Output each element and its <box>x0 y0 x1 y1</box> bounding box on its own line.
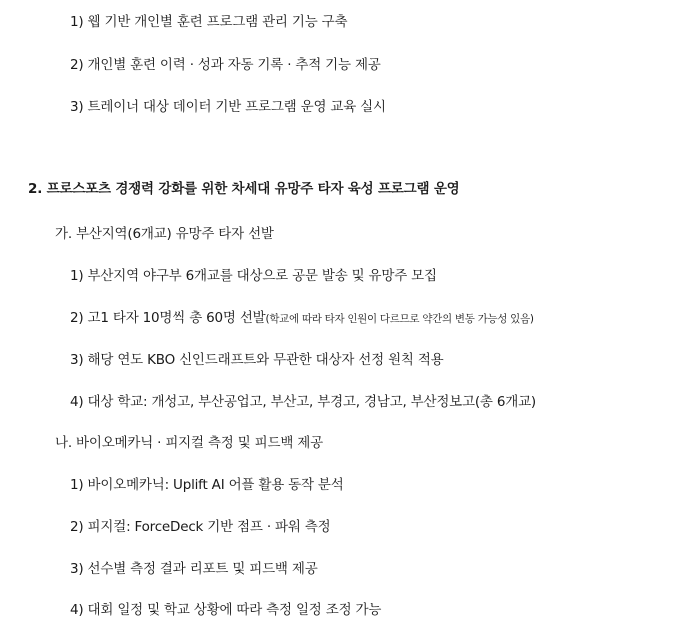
list-item: 3) 선수별 측정 결과 리포트 및 피드백 제공 <box>70 561 318 577</box>
list-item: 1) 바이오메카닉: Uplift AI 어플 활용 동작 분석 <box>70 477 344 493</box>
list-item-note: (학교에 따라 타자 인원이 다르므로 약간의 변동 가능성 있음) <box>265 313 534 325</box>
list-item: 2) 개인별 훈련 이력 · 성과 자동 기록 · 추적 기능 제공 <box>70 57 381 73</box>
list-item: 4) 대상 학교: 개성고, 부산공업고, 부산고, 부경고, 경남고, 부산정보고(총 6개교) <box>70 394 536 410</box>
section-heading: 2. 프로스포츠 경쟁력 강화를 위한 차세대 유망주 타자 육성 프로그램 운영 <box>28 181 460 197</box>
subsection-title: 가. 부산지역(6개교) 유망주 타자 선발 <box>55 226 274 242</box>
list-item-text: 2) 고1 타자 10명씩 총 60명 선발 <box>70 310 266 326</box>
list-item: 2) 피지컬: ForceDeck 기반 점프 · 파워 측정 <box>70 519 331 535</box>
list-item: 1) 웹 기반 개인별 훈련 프로그램 관리 기능 구축 <box>70 14 348 30</box>
list-item <box>70 308 534 329</box>
list-item: 3) 해당 연도 KBO 신인드래프트와 무관한 대상자 선정 원칙 적용 <box>70 352 444 368</box>
list-item: 3) 트레이너 대상 데이터 기반 프로그램 운영 교육 실시 <box>70 99 386 115</box>
list-item: 1) 부산지역 야구부 6개교를 대상으로 공문 발송 및 유망주 모집 <box>70 268 437 284</box>
subsection-title: 나. 바이오메카닉 · 피지컬 측정 및 피드백 제공 <box>55 435 323 451</box>
list-item: 4) 대회 일정 및 학교 상황에 따라 측정 일정 조정 가능 <box>70 602 382 618</box>
